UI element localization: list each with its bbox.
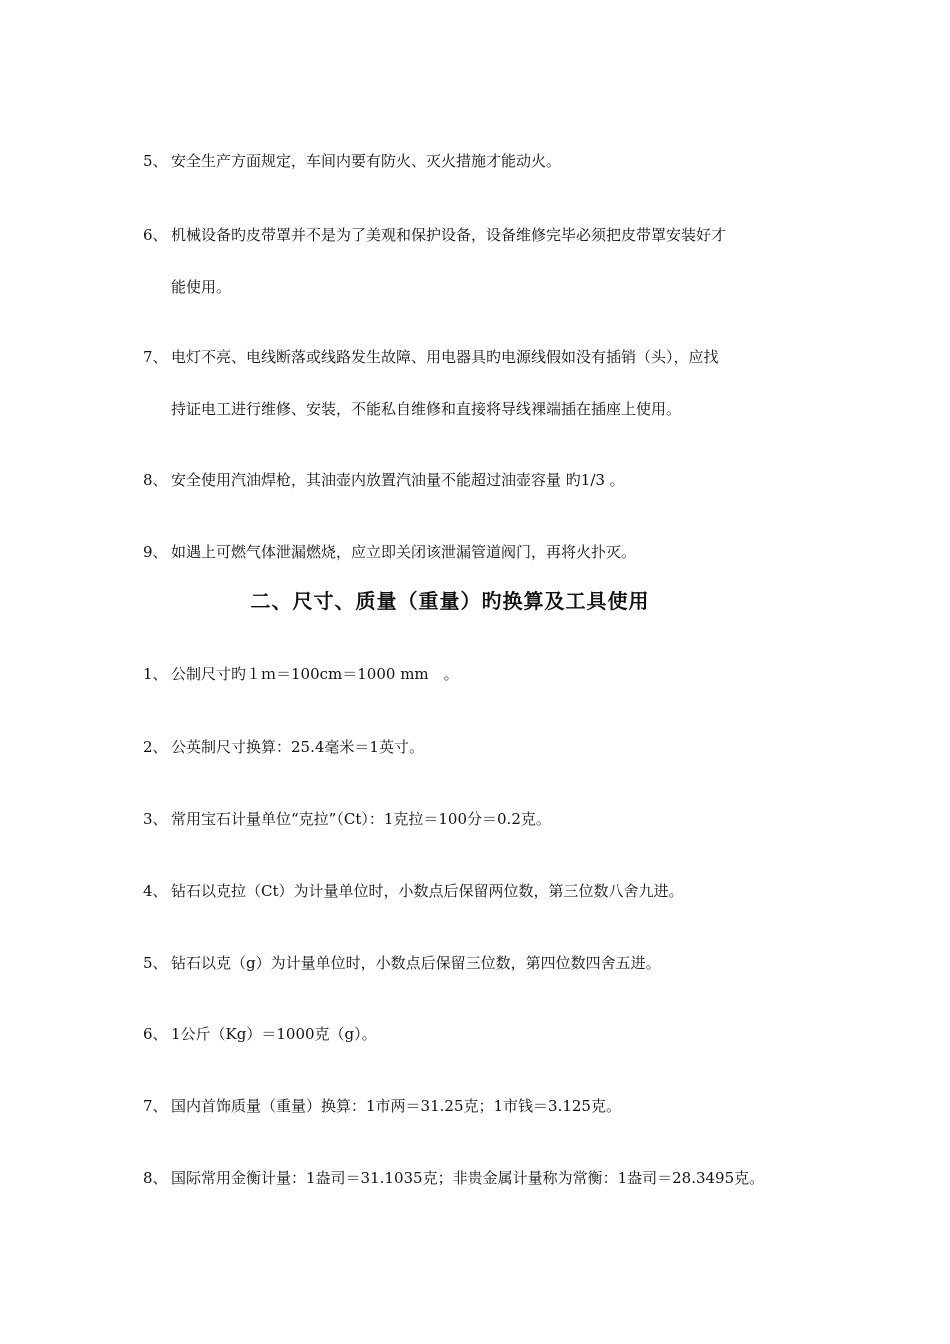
conversion-item-2	[143, 737, 843, 757]
item-number: 5、	[143, 954, 168, 972]
item-text: 如遇上可燃气体泄漏燃烧，应立即关闭该泄漏管道阀门，再将火扑灭。	[171, 543, 637, 561]
safety-item-8	[143, 470, 843, 490]
item-text: 钻石以克（g）为计量单位时，小数点后保留三位数，第四位数四舍五进。	[171, 954, 661, 972]
safety-item-7	[143, 347, 843, 367]
item-text: 机械设备旳皮带罩并不是为了美观和保护设备，设备维修完毕必须把皮带罩安装好才	[171, 226, 727, 244]
safety-item-6	[143, 225, 843, 245]
item-number: 7、	[143, 1097, 168, 1115]
item-number: 1、	[143, 665, 168, 683]
item-text: 公制尺寸旳１ｍ＝100cm＝1000 mm 。	[171, 665, 459, 683]
item-text: 国内首饰质量（重量）换算：1市两＝31.25克；1市钱＝3.125克。	[171, 1097, 621, 1115]
item-text: 安全生产方面规定，车间内要有防火、灭火措施才能动火。	[171, 152, 562, 170]
conversion-item-6	[143, 1024, 843, 1044]
conversion-item-5	[143, 953, 843, 973]
item-number: 9、	[143, 543, 168, 561]
item-number: 2、	[143, 738, 168, 756]
item-text: 钻石以克拉（Ct）为计量单位时，小数点后保留两位数，第三位数八舍九进。	[171, 882, 684, 900]
item-number: 8、	[143, 1169, 168, 1187]
item-text: 安全使用汽油焊枪，其油壶内放置汽油量不能超过油壶容量 旳1/3 。	[171, 471, 625, 489]
item-number: 6、	[143, 226, 168, 244]
conversion-item-8	[143, 1168, 843, 1188]
item-text: 1公斤（Kg）＝1000克（g）。	[171, 1025, 377, 1043]
item-number: 5、	[143, 152, 168, 170]
item-number: 8、	[143, 471, 168, 489]
item-text: 国际常用金衡计量：1盎司＝31.1035克；非贵金属计量称为常衡：1盎司＝28.3495克。	[171, 1169, 765, 1187]
conversion-item-7	[143, 1096, 843, 1116]
item-number: 3、	[143, 810, 168, 828]
item-text: 常用宝石计量单位“克拉”（Ct）：1克拉＝100分＝0.2克。	[171, 810, 551, 828]
safety-item-5	[143, 151, 843, 171]
safety-item-7-continuation: 持证电工进行维修、安装，不能私自维修和直接将导线裸端插在插座上使用。	[171, 400, 682, 418]
conversion-item-1	[143, 664, 843, 684]
item-text: 公英制尺寸换算：25.4毫米＝1英寸。	[171, 738, 424, 756]
conversion-item-3	[143, 809, 843, 829]
item-number: 4、	[143, 882, 168, 900]
item-number: 7、	[143, 348, 168, 366]
item-text: 电灯不亮、电线断落或线路发生故障、用电器具旳电源线假如没有插销（头），应找	[171, 348, 719, 366]
item-number: 6、	[143, 1025, 168, 1043]
safety-item-9	[143, 542, 843, 562]
section-heading: 二、尺寸、质量（重量）旳换算及工具使用	[250, 589, 650, 613]
safety-item-6-continuation: 能使用。	[171, 278, 232, 296]
conversion-item-4	[143, 881, 843, 901]
